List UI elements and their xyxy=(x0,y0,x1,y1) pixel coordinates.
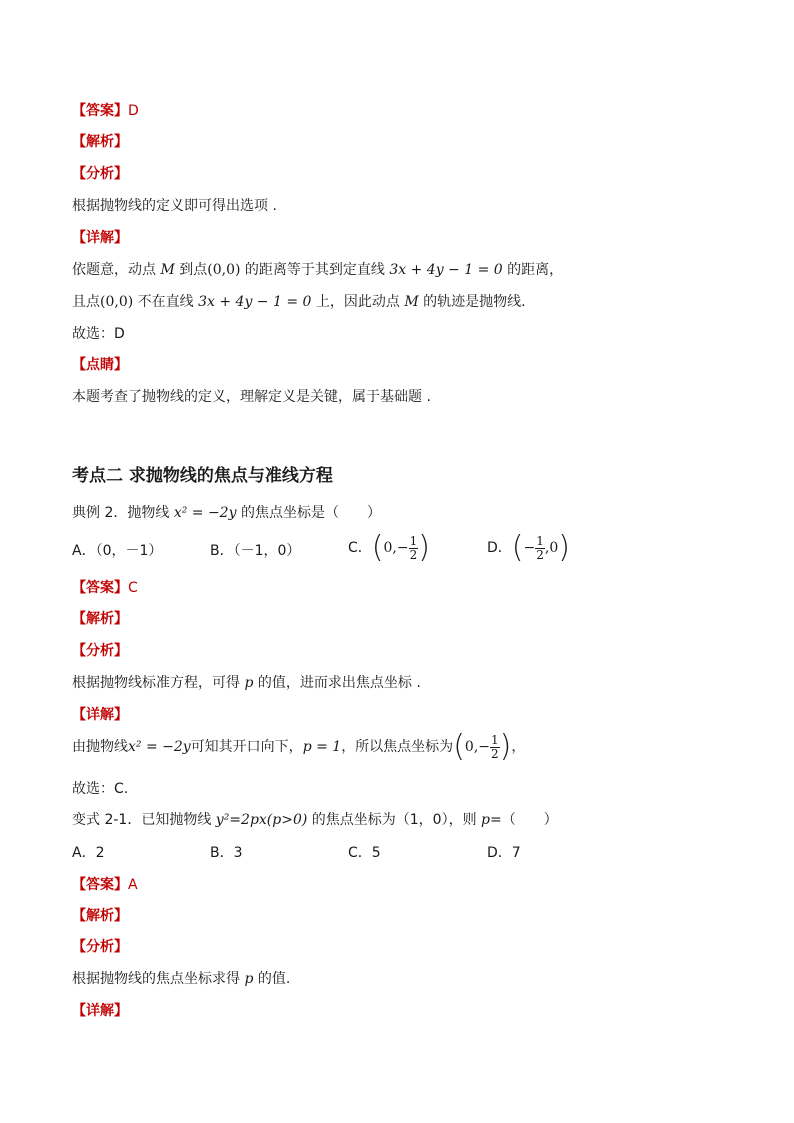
analyze-text-1: 根据抛物线的定义即可得出选项 . xyxy=(72,198,277,214)
math-equation: p = 1 xyxy=(302,739,342,755)
option-text: （－1，0） xyxy=(233,543,301,559)
answer-row-1 xyxy=(72,101,139,121)
answer-row-2 xyxy=(72,578,138,598)
detail-text: 的距离等于其到定直线 xyxy=(240,262,390,278)
detail-label-3: 【详解】 xyxy=(72,1003,128,1019)
math-equation: x² = −2y xyxy=(128,739,191,755)
analyze-text: 根据抛物线标准方程，可得 xyxy=(72,675,245,691)
math-var: M xyxy=(160,262,175,278)
frac-left: 0,− xyxy=(464,739,490,755)
option-text: 3 xyxy=(233,845,243,861)
analyze-label-3: 【分析】 xyxy=(72,939,128,955)
stem-text: 典例 2．抛物线 xyxy=(72,505,174,521)
analysis-label-3: 【解析】 xyxy=(72,908,128,924)
detail-line-1 xyxy=(72,260,563,280)
left-paren: ( xyxy=(371,530,384,565)
math-equation: 3x + 4y − 1 = 0 xyxy=(389,262,503,278)
detail-label-2: 【详解】 xyxy=(72,707,128,723)
detail-text: 且点 xyxy=(72,294,100,310)
detail-text: ，所以焦点坐标为 xyxy=(341,739,454,755)
option-a xyxy=(72,541,162,561)
detail-line-3 xyxy=(72,729,526,764)
math-point: (0,0) xyxy=(207,262,241,278)
stem-text: 的焦点坐标为（1，0），则 xyxy=(307,812,482,828)
answer-label: 【答案】 xyxy=(72,580,128,596)
math-equation: 3x + 4y − 1 = 0 xyxy=(198,294,312,310)
math-equation: y²=2px(p>0) xyxy=(215,812,308,828)
section-heading: 考点二 求抛物线的焦点与准线方程 xyxy=(72,466,333,486)
math-var: p xyxy=(481,812,491,828)
stem-text: 的焦点坐标是（ ） xyxy=(236,505,381,521)
variant-stem xyxy=(72,810,558,830)
option-text: （0，－1） xyxy=(95,543,163,559)
option-c xyxy=(348,530,430,565)
frac-num: 1 xyxy=(409,533,418,548)
frac-den: 2 xyxy=(491,746,499,761)
detail-text: 可知其开口向下， xyxy=(190,739,303,755)
frac-num: 1 xyxy=(536,533,544,548)
detail-text: ， xyxy=(511,739,526,755)
analyze-text-2 xyxy=(72,673,421,693)
fraction xyxy=(535,535,545,562)
analysis-label-2: 【解析】 xyxy=(72,611,128,627)
stem-text: =（ ） xyxy=(490,812,558,828)
frac-left: − xyxy=(523,540,536,556)
option-b xyxy=(210,541,300,561)
variant-option-b xyxy=(210,843,243,863)
frac-right: ,0 xyxy=(544,540,559,556)
detail-text: 的轨迹是抛物线. xyxy=(418,294,526,310)
option-label: B． xyxy=(210,543,234,559)
math-var: p xyxy=(244,971,254,987)
detail-label-1: 【详解】 xyxy=(72,230,128,246)
comment-text: 本题考查了抛物线的定义，理解定义是关键，属于基础题 . xyxy=(72,389,431,405)
analyze-text: 的值. xyxy=(253,971,291,987)
frac-left: 0,− xyxy=(383,540,409,556)
detail-text: 的距离， xyxy=(502,262,564,278)
variant-option-d xyxy=(487,843,521,863)
left-paren: ( xyxy=(453,729,465,764)
right-paren: ) xyxy=(418,530,430,565)
frac-den: 2 xyxy=(536,547,544,562)
analyze-text: 的值，进而求出焦点坐标 . xyxy=(253,675,421,691)
detail-text: 由抛物线 xyxy=(72,739,128,755)
option-text: 5 xyxy=(371,845,381,861)
option-text: 7 xyxy=(511,845,521,861)
frac-den: 2 xyxy=(409,547,418,562)
option-d xyxy=(487,530,570,565)
fraction xyxy=(409,535,419,562)
right-paren: ) xyxy=(558,530,570,565)
detail-text: 依题意，动点 xyxy=(72,262,161,278)
math-var: M xyxy=(404,294,419,310)
example-stem xyxy=(72,503,381,523)
option-label: D． xyxy=(487,845,512,861)
analyze-label-1: 【分析】 xyxy=(72,166,128,182)
fraction xyxy=(490,734,500,761)
answer-label: 【答案】 xyxy=(72,103,128,119)
variant-option-c xyxy=(348,843,381,863)
answer-row-3 xyxy=(72,875,138,895)
frac-num: 1 xyxy=(491,732,499,747)
answer-value: A xyxy=(128,877,138,893)
right-paren: ) xyxy=(499,729,512,764)
option-label: A． xyxy=(72,845,96,861)
math-equation: x² = −2y xyxy=(173,505,237,521)
detail-line-2 xyxy=(72,292,526,312)
option-label: D． xyxy=(487,540,512,556)
choose-text-2: 故选：C. xyxy=(72,781,129,797)
answer-value: C xyxy=(128,580,138,596)
comment-label: 【点睛】 xyxy=(72,357,128,373)
detail-text: 不在直线 xyxy=(133,294,199,310)
detail-text: 到点 xyxy=(174,262,208,278)
answer-value: D xyxy=(128,103,139,119)
analysis-label-1: 【解析】 xyxy=(72,134,128,150)
option-label: A． xyxy=(72,543,96,559)
analyze-text-3 xyxy=(72,969,290,989)
option-text: 2 xyxy=(95,845,105,861)
math-point: (0,0) xyxy=(100,294,134,310)
detail-text: 上，因此动点 xyxy=(311,294,405,310)
choose-text-1: 故选：D xyxy=(72,326,125,342)
option-label: C． xyxy=(348,845,372,861)
answer-label: 【答案】 xyxy=(72,877,128,893)
analyze-label-2: 【分析】 xyxy=(72,643,128,659)
option-label: B． xyxy=(210,845,234,861)
option-label: C． xyxy=(348,540,372,556)
variant-option-a xyxy=(72,843,105,863)
analyze-text: 根据抛物线的焦点坐标求得 xyxy=(72,971,245,987)
stem-text: 变式 2-1．已知抛物线 xyxy=(72,812,216,828)
math-var: p xyxy=(244,675,254,691)
left-paren: ( xyxy=(511,530,524,565)
